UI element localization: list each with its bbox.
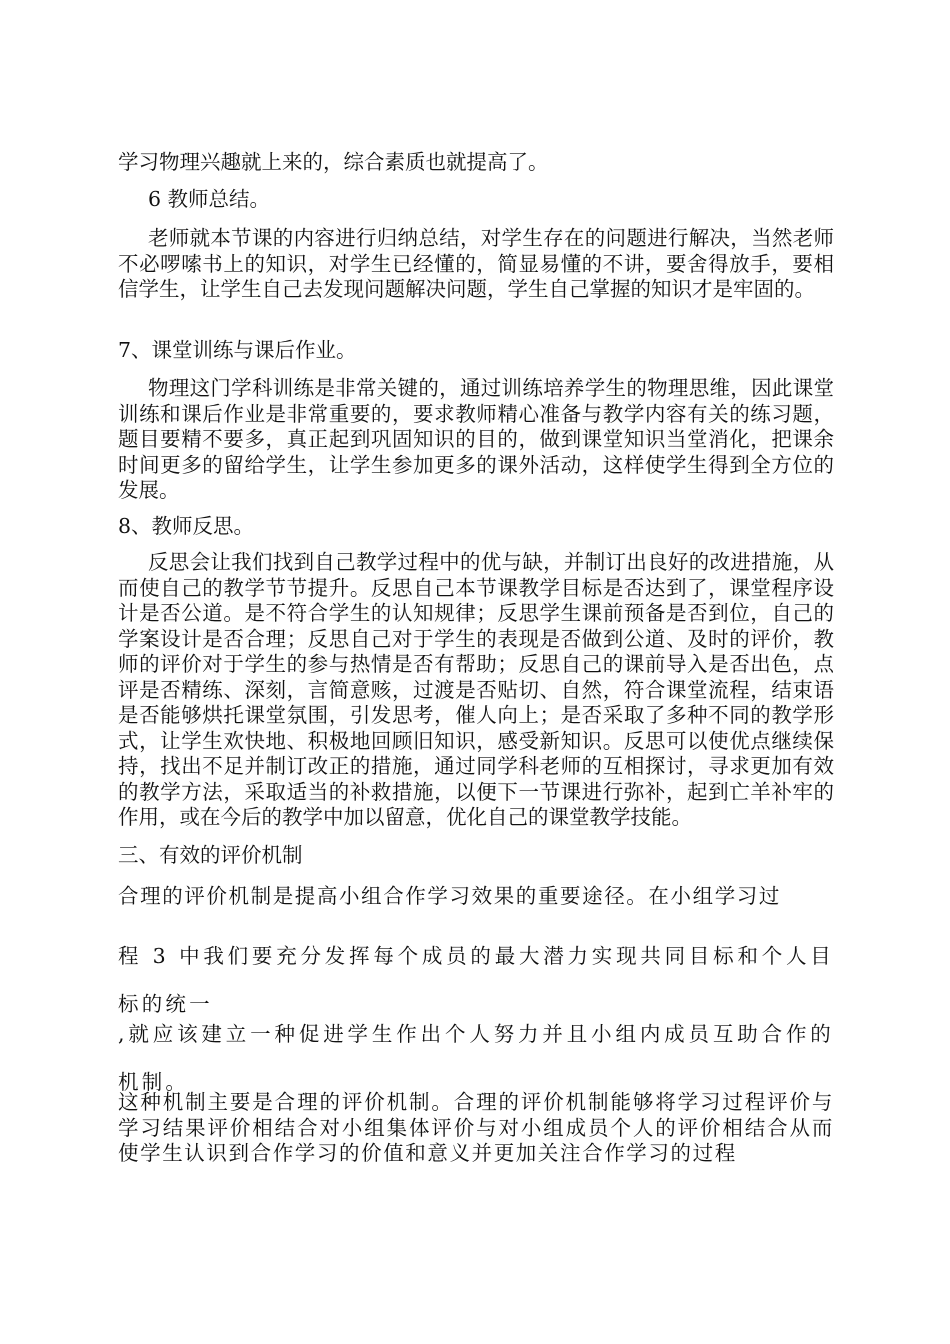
- heading-classroom-training: 7、课堂训练与课后作业。: [118, 338, 357, 362]
- paragraph-teacher-reflection: 反思会让我们找到自己教学过程中的优与缺，并制订出良好的改进措施，从而使自己的教学节节提升。反思自己本节课教学目标是否达到了，课堂程序设计是否公道。是不符合学生的认知规律；反思学生课前预备是否到位，自己的学案设计是否合理；反思自己对于学生的表现是否做到公道、及时的评价，教师的评价对于学生的参与热情是否有帮助；反思自己的课前导入是否出色，点评是否精练、深刻，言简意赅，过渡是否贴切、自然，符合课堂流程，结束语是否能够烘托课堂氛围，引发思考，催人向上；是否采取了多种不同的教学形式，让学生欢快地、积极地回顾旧知识，感受新知识。反思可以使优点继续保持，找出不足并制订改正的措施，通过同学科老师的互相探讨，寻求更加有效的教学方法，采取适当的补救措施，以便下一节课进行弥补，起到亡羊补牢的作用，或在今后的教学中加以留意，优化自己的课堂教学技能。: [118, 550, 834, 829]
- heading-teacher-summary: 6 教师总结。: [148, 187, 271, 211]
- paragraph-evaluation-line-1: 合理的评价机制是提高小组合作学习效果的重要途径。在小组学习过: [118, 884, 781, 908]
- paragraph-evaluation-mechanism-detail: 这种机制主要是合理的评价机制。合理的评价机制能够将学习过程评价与学习结果评价相结合对小组集体评价与对小组成员个人的评价相结合从而使学生认识到合作学习的价值和意义并更加关注合作学习的过程: [118, 1090, 834, 1165]
- paragraph-teacher-summary: 老师就本节课的内容进行归纳总结，对学生存在的问题进行解决，当然老师不必啰嗦书上的知识，对学生已经懂的，简显易懂的不讲，要舍得放手，要相信学生，让学生自己去发现问题解决问题，学生自己掌握的知识才是牢固的。: [118, 226, 834, 301]
- heading-evaluation-mechanism: 三、有效的评价机制: [118, 843, 303, 867]
- heading-teacher-reflection: 8、教师反思。: [118, 514, 255, 538]
- paragraph-evaluation-line-3: ,就应该建立一种促进学生作出个人努力并且小组内成员互助合作的机制。: [118, 1022, 834, 1094]
- paragraph-evaluation-line-2: 程 3 中我们要充分发挥每个成员的最大潜力实现共同目标和个人目标的统一: [118, 944, 834, 1016]
- paragraph-continuation: 学习物理兴趣就上来的，综合素质也就提高了。: [118, 150, 549, 174]
- paragraph-classroom-training: 物理这门学科训练是非常关键的，通过训练培养学生的物理思维，因此课堂训练和课后作业是非常重要的，要求教师精心准备与教学内容有关的练习题，题目要精不要多，真正起到巩固知识的目的，做到课堂知识当堂消化，把课余时间更多的留给学生，让学生参加更多的课外活动，这样使学生得到全方位的发展。: [118, 376, 834, 502]
